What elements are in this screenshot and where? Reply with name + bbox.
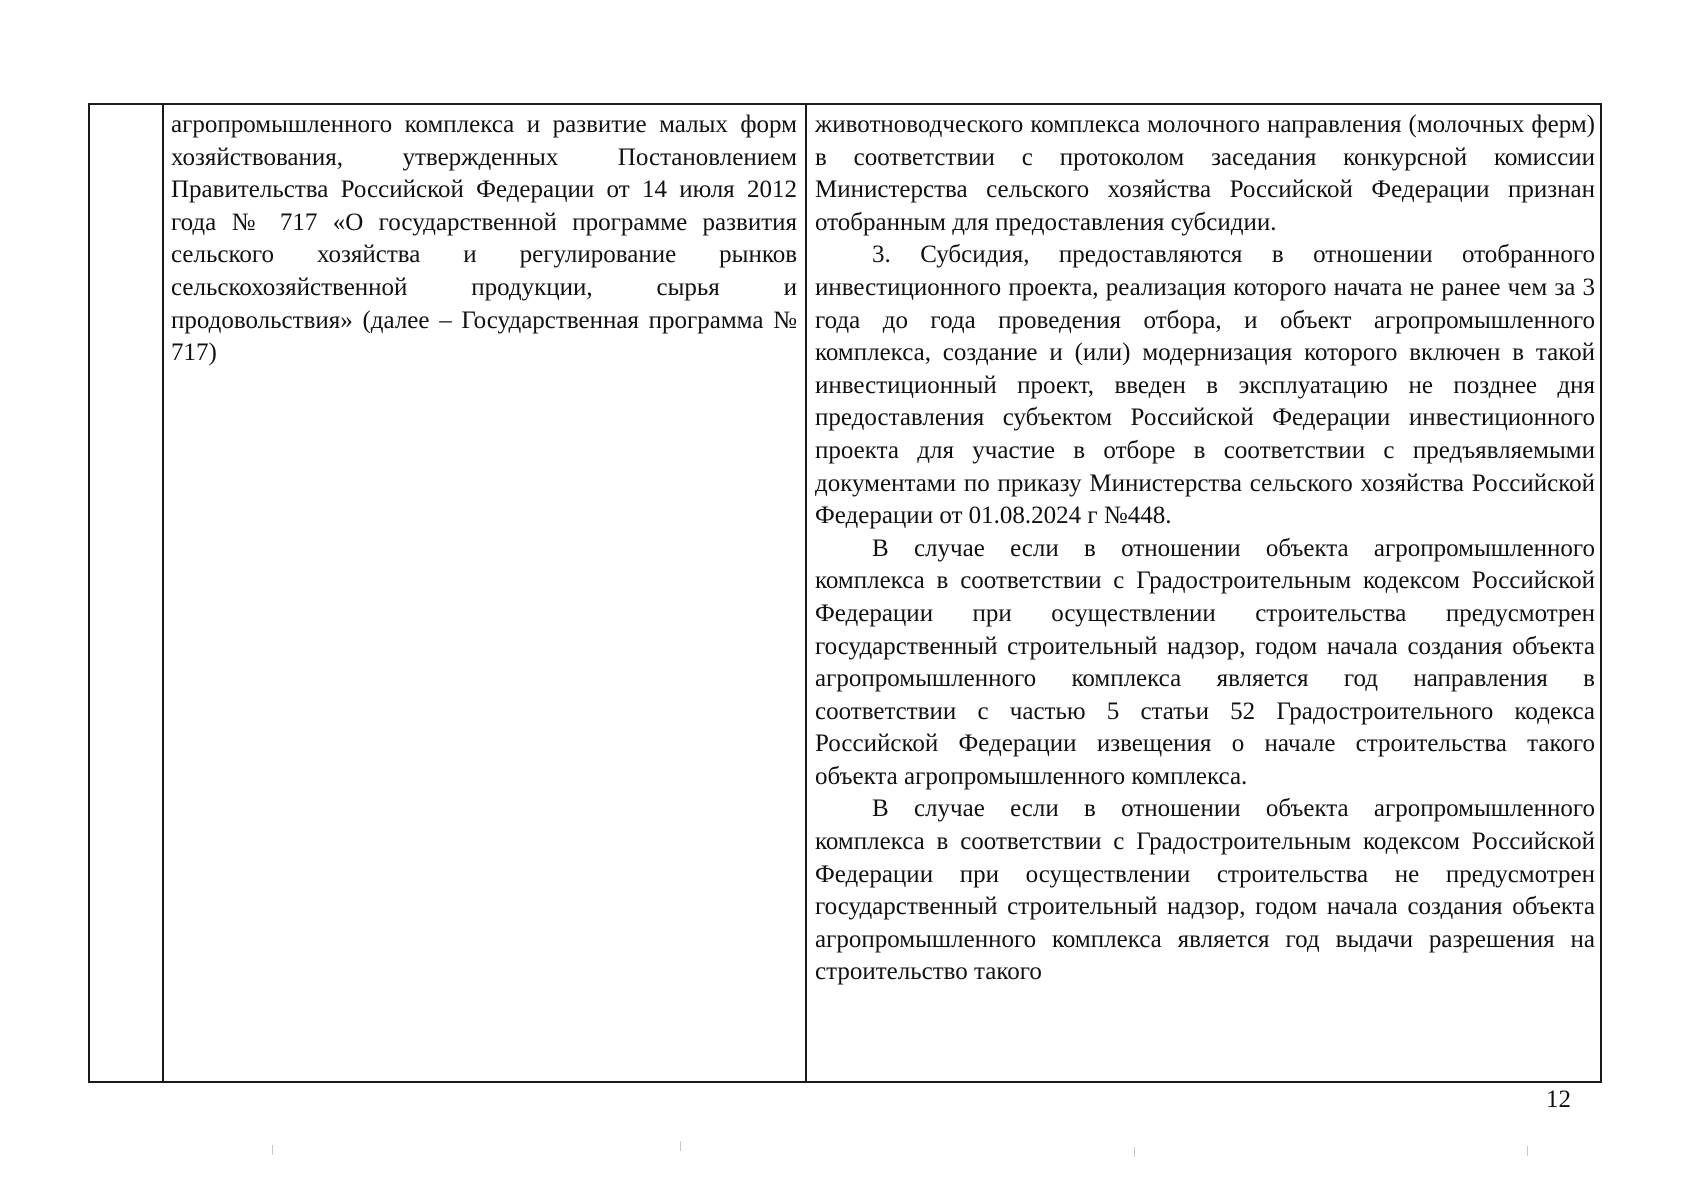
- cell-paragraph: агропромышленного комплекса и развитие малых форм хозяйствования, утвержденных Постановлением Правительства Российской Федерации от 14 июля 2012 года № 717 «О государственной программе развития сельского хозяйства и регулирование рынков сельскохозяйственной продукции, сырья и продовольствия» (далее – Государственная программа № 717): [171, 111, 797, 367]
- cell-paragraph: животноводческого комплекса молочного направления (молочных ферм) в соответствии с протоколом заседания конкурсной комиссии Министерства сельского хозяйства Российской Федерации признан отобранным для предоставления субсидии.: [815, 111, 1595, 236]
- page-number: 12: [1546, 1086, 1571, 1113]
- cell-paragraph: 3. Субсидия, предоставляются в отношении отобранного инвестиционного проекта, реализация которого начата не ранее чем за 3 года до года проведения отбора, и объект агропромышленного комплекса, создание и (или) модернизация которого включен в такой инвестиционный проект, введен в эксплуатацию не позднее дня предоставления субъектом Российской Федерации инвестиционного проекта для участие в отборе в соответствии с предъявляемыми документами по приказу Министерства сельского хозяйства Российской Федерации от 01.08.2024 г №448.: [815, 241, 1595, 530]
- document-table: [88, 103, 1602, 1083]
- column-divider: [805, 105, 807, 1081]
- scan-artifact: [272, 1145, 273, 1155]
- cell-paragraph: В случае если в отношении объекта агропромышленного комплекса в соответствии с Градостроительным кодексом Российской Федерации при осуществлении строительства предусмотрен государственный строительный надзор, годом начала создания объекта агропромышленного комплекса является год направления в соответствии с частью 5 статьи 52 Градостроительного кодекса Российской Федерации извещения о начале строительства такого объекта агропромышленного комплекса.: [815, 534, 1595, 790]
- scan-artifact: [1527, 1146, 1528, 1156]
- scan-artifact: [1134, 1147, 1135, 1157]
- table-cell-left: [171, 109, 797, 370]
- table-cell-right: [815, 109, 1595, 989]
- cell-paragraph: В случае если в отношении объекта агропромышленного комплекса в соответствии с Градостроительным кодексом Российской Федерации при осуществлении строительства не предусмотрен государственный строительный надзор, годом начала создания объекта агропромышленного комплекса является год выдачи разрешения на строительство такого: [815, 795, 1595, 986]
- scan-artifact: [680, 1141, 681, 1151]
- column-divider: [162, 105, 164, 1081]
